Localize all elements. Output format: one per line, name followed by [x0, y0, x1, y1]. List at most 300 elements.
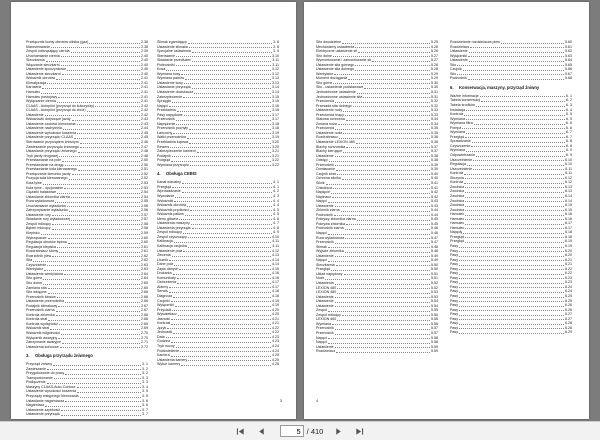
- toc-leader-dots: [53, 365, 141, 366]
- toc-leader-dots: [466, 119, 565, 120]
- toc-leader-dots: [169, 106, 271, 107]
- toc-leader-dots: [48, 320, 140, 321]
- toc-entry-page: 4.11: [272, 243, 279, 248]
- toc-leader-dots: [343, 133, 430, 134]
- toc-entry-page: 5.42: [431, 190, 438, 195]
- section-number: 4.: [157, 171, 161, 177]
- toc-entry-title: Ustawienie: [316, 253, 334, 258]
- toc-leader-dots: [335, 284, 430, 285]
- toc-entry-page: 5.31: [431, 90, 438, 95]
- toc-column-2: [157, 40, 279, 367]
- toc-entry-page: 6.12: [565, 175, 572, 180]
- toc-entry-page: 5.34: [431, 121, 438, 126]
- page-indicator: [277, 425, 324, 437]
- toc-entry-title: Zespół odtrząsający ciernia: [26, 49, 70, 54]
- toc-entry-page: 2.42: [141, 112, 148, 117]
- toc-entry-page: 2.59: [141, 230, 148, 235]
- previous-page-button[interactable]: [256, 425, 268, 437]
- toc-entry-page: 6.13: [565, 189, 572, 194]
- toc-leader-dots: [465, 228, 564, 229]
- toc-entry-title: Pompa: [450, 125, 462, 130]
- toc-leader-dots: [47, 383, 141, 384]
- toc-entry-title: Rozdzielacz: [450, 44, 470, 49]
- toc-leader-dots: [470, 47, 564, 48]
- toc-entry-page: 5.44: [431, 212, 438, 217]
- toc-entry-page: 5.39: [431, 167, 438, 172]
- toc-entry-title: Zwolnica: [450, 198, 465, 203]
- toc-entry-page: 3.22: [272, 158, 279, 163]
- toc-entry-title: Kontrola strat: [26, 317, 48, 322]
- last-page-button[interactable]: [353, 425, 365, 437]
- toc-leader-dots: [469, 52, 564, 53]
- toc-leader-dots: [328, 261, 430, 262]
- toc-entry-title: Koła tylne - opcjonalnie: [26, 185, 64, 190]
- toc-section-heading[interactable]: [157, 171, 279, 177]
- toc-leader-dots: [466, 151, 565, 152]
- toc-entry-page: 3.13: [272, 80, 279, 85]
- toc-entry-title: Ustawienie: [316, 299, 334, 304]
- toc-entry-page: 3.16: [272, 108, 279, 113]
- toc-leader-dots: [183, 233, 272, 234]
- toc-entry-page: 5.42: [431, 194, 438, 199]
- toc-entry[interactable]: [450, 76, 572, 81]
- toc-entry[interactable]: [316, 349, 438, 354]
- toc-entry-page: 2.71: [141, 340, 148, 345]
- toc-leader-dots: [474, 124, 565, 125]
- toc-entry-page: 5.29: [431, 76, 438, 81]
- toc-entry-title: Zwolnica: [450, 193, 465, 198]
- toc-entry-title: Kontrola: [450, 112, 464, 117]
- toc-leader-dots: [58, 97, 140, 98]
- toc-entry-page: 4. 1: [273, 184, 279, 189]
- toc-entry-page: 2.47: [141, 144, 148, 149]
- toc-entry-page: 4.19: [272, 303, 279, 308]
- toc-entry[interactable]: [157, 362, 279, 367]
- toc-leader-dots: [169, 260, 271, 261]
- toc-entry-page: 4.25: [272, 357, 279, 362]
- toc-entry-title: Licznik: [157, 257, 168, 262]
- toc-entry-page: 6.17: [565, 225, 572, 230]
- toc-entry-title: Specjalne ustawienia: [157, 49, 191, 54]
- toc-leader-dots: [459, 310, 564, 311]
- toc-leader-dots: [174, 265, 271, 266]
- toc-entry-title: Elektryczne ustawienie sit: [316, 49, 358, 54]
- toc-entry-title: Ustawienie rury: [26, 212, 51, 217]
- toc-entry-title: Ustawienie przyrządu: [26, 412, 61, 417]
- toc-entry-page: 2.60: [141, 240, 148, 245]
- toc-entry-page: 3. 8: [273, 40, 279, 44]
- toc-leader-dots: [459, 256, 564, 257]
- toc-entry-title: Stalowa ochronna: [316, 117, 345, 122]
- toc-entry-title: Włączanie sieczkarni: [26, 62, 60, 67]
- toc-leader-dots: [188, 237, 271, 238]
- toc-leader-dots: [171, 342, 271, 343]
- toc-leader-dots: [332, 197, 430, 198]
- toc-entry-page: 5.32: [431, 103, 438, 108]
- toc-leader-dots: [41, 93, 140, 94]
- toc-entry-title: Kontrast: [157, 321, 171, 326]
- toc-entry-page: 6.16: [565, 216, 572, 221]
- toc-leader-dots: [188, 247, 272, 248]
- toc-leader-dots: [338, 124, 430, 125]
- toc-entry-title: Wentylator: [316, 71, 334, 76]
- toc-leader-dots: [465, 192, 564, 193]
- toc-entry-page: 4.13: [272, 253, 279, 258]
- toc-leader-dots: [62, 343, 140, 344]
- toc-entry-page: 3. 2: [142, 366, 148, 371]
- toc-entry-title: Zawieszanie przyrządu żniwnego: [26, 144, 79, 149]
- toc-leader-dots: [52, 224, 140, 225]
- toc-entry-page: 6. 8: [566, 143, 572, 148]
- toc-entry-title: Pasy: [450, 330, 458, 335]
- toc-entry-page: 3.21: [272, 153, 279, 158]
- toc-entry-page: 4.18: [272, 289, 279, 294]
- toc-entry-title: Menu główne: [157, 216, 179, 221]
- toc-column-1: [26, 40, 148, 417]
- toc-leader-dots: [61, 415, 141, 416]
- toc-entry-page: 6.23: [565, 275, 572, 280]
- toc-entry-title: Hamulec: [450, 212, 465, 217]
- toc-leader-dots: [181, 365, 271, 366]
- toc-entry-title: Rozdzielacz: [316, 349, 336, 354]
- toc-entry-page: 2.52: [141, 171, 148, 176]
- toc-leader-dots: [465, 215, 564, 216]
- toc-entry-title: Wyłącznik awaryjny: [26, 335, 58, 340]
- toc-leader-dots: [463, 233, 564, 234]
- toc-leader-dots: [41, 234, 140, 235]
- toc-leader-dots: [176, 65, 272, 66]
- toc-entry-title: Hamulec: [450, 216, 465, 221]
- toc-entry-title: Wentylator: [26, 267, 44, 272]
- toc-entry-page: 2.66: [141, 299, 148, 304]
- toc-entry-title: Ustawienie: [450, 49, 468, 54]
- toc-leader-dots: [173, 333, 271, 334]
- toc-column-2: [450, 40, 572, 335]
- toc-leader-dots: [95, 106, 140, 107]
- toc-entry-page: 5.46: [431, 226, 438, 231]
- toc-entry-page: 6. 7: [566, 130, 572, 135]
- toc-entry-page: 5.28: [431, 62, 438, 67]
- toc-entry[interactable]: [26, 412, 148, 417]
- toc-leader-dots: [189, 129, 271, 130]
- toc-leader-dots: [468, 79, 564, 80]
- toc-entry-title: Pasy: [450, 316, 458, 321]
- toc-entry-page: 6.21: [565, 262, 572, 267]
- toc-leader-dots: [171, 324, 271, 325]
- toc-leader-dots: [473, 169, 564, 170]
- toc-entry-title: Zwolnica: [450, 207, 465, 212]
- toc-entry-page: 4.21: [272, 316, 279, 321]
- toc-entry-title: Pasy: [450, 289, 458, 294]
- toc-entry-title: Wskaźnik prędkości: [157, 207, 189, 212]
- toc-entry-page: 5.59: [431, 344, 438, 349]
- toc-entry-page: 5.50: [431, 262, 438, 267]
- toc-leader-dots: [171, 161, 271, 162]
- toc-entry-title: Domłacanie: [316, 167, 335, 172]
- toc-leader-dots: [179, 219, 272, 220]
- toc-entry-page: 2.57: [141, 217, 148, 222]
- toc-leader-dots: [465, 224, 564, 225]
- toc-entry-page: 4. 5: [273, 207, 279, 212]
- toc-section-heading[interactable]: [450, 85, 572, 91]
- toc-leader-dots: [469, 61, 564, 62]
- toc-entry-title: Ustawienie przenośnika: [26, 299, 64, 304]
- toc-section-heading[interactable]: [26, 353, 148, 359]
- toc-leader-dots: [51, 47, 140, 48]
- toc-entry-page: 2.69: [141, 321, 148, 326]
- toc-leader-dots: [72, 174, 140, 175]
- toc-entry-page: 5.68: [565, 76, 572, 81]
- toc-leader-dots: [55, 202, 140, 203]
- toc-leader-dots: [190, 210, 272, 211]
- first-page-icon: [236, 427, 245, 436]
- toc-entry-title: LEXION 480: [316, 285, 337, 290]
- previous-page-icon: [257, 427, 266, 436]
- toc-entry-page: 2.68: [141, 312, 148, 317]
- toc-entry[interactable]: [157, 163, 279, 168]
- toc-entry-title: Ustawienie kosy: [157, 80, 183, 85]
- toc-entry-title: Czujnik strat: [316, 171, 336, 176]
- toc-leader-dots: [177, 111, 271, 112]
- toc-leader-dots: [56, 311, 140, 312]
- toc-entry-title: Podgląd: [157, 158, 171, 163]
- toc-entry-title: Regulacja: [450, 162, 466, 167]
- toc-entry-title: Godzina: [157, 339, 171, 344]
- toc-entry-title: Karoseria: [26, 85, 42, 90]
- toc-entry-title: Klimatyzacja: [26, 80, 47, 85]
- toc-entry-page: 6. 3: [566, 103, 572, 108]
- toc-entry-title: Przeciwnóż: [316, 99, 335, 104]
- toc-leader-dots: [182, 192, 272, 193]
- toc-entry-page: 5.34: [431, 117, 438, 122]
- toc-entry-page: 4.18: [272, 293, 279, 298]
- toc-entry-page: 6.20: [565, 253, 572, 258]
- toc-entry-title: Kamera: [157, 353, 170, 358]
- toc-entry-page: 4. 9: [273, 230, 279, 235]
- toc-entry-title: Przeciwnóż tnący: [316, 112, 344, 117]
- toc-leader-dots: [343, 111, 430, 112]
- toc-entry-title: Ustawienie sieczkarni: [26, 71, 61, 76]
- toc-entry-page: 6.22: [565, 266, 572, 271]
- toc-leader-dots: [465, 187, 564, 188]
- next-page-icon: [334, 427, 343, 436]
- toc-entry-page: 5.35: [431, 130, 438, 135]
- toc-leader-dots: [173, 133, 271, 134]
- toc-entry-title: Ustawianie zbiornika ziarna: [26, 194, 70, 199]
- toc-leader-dots: [364, 88, 430, 89]
- toc-leader-dots: [178, 315, 271, 316]
- first-page-button[interactable]: [235, 425, 247, 437]
- toc-entry-page: 3. 8: [273, 44, 279, 49]
- next-page-button[interactable]: [332, 425, 344, 437]
- toc-entry-title: Koła tylne: [26, 180, 42, 185]
- toc-entry-title: Tabela środków: [450, 103, 475, 108]
- toc-entry-page: 4. 8: [273, 225, 279, 230]
- toc-entry-page: 6.27: [565, 316, 572, 321]
- toc-entry-page: 4.16: [272, 275, 279, 280]
- toc-entry-title: Zabezpieczenie kamieni: [157, 149, 196, 154]
- toc-leader-dots: [337, 174, 430, 175]
- toc-leader-dots: [71, 220, 140, 221]
- toc-leader-dots: [353, 106, 430, 107]
- toc-entry-title: Ustawienie szybkości: [26, 407, 61, 412]
- toc-leader-dots: [52, 229, 140, 230]
- toc-entry-page: 6.17: [565, 221, 572, 226]
- toc-entry-title: Kontrola zbiornika: [26, 312, 55, 317]
- toc-entry-page: 5.33: [431, 108, 438, 113]
- toc-entry-page: 6.15: [565, 203, 572, 208]
- toc-leader-dots: [197, 152, 271, 153]
- toc-leader-dots: [463, 70, 564, 71]
- toc-entry-title: Jednostronne ustawienie: [316, 90, 356, 95]
- toc-leader-dots: [184, 83, 271, 84]
- toc-leader-dots: [77, 124, 140, 125]
- toc-entry-page: 4.10: [272, 234, 279, 239]
- toc-leader-dots: [476, 106, 565, 107]
- toc-entry-page: 3. 3: [142, 375, 148, 380]
- page-navigation-toolbar: [0, 421, 600, 440]
- toc-entry-title: Uruchamianie ciernia: [26, 53, 60, 58]
- toc-entry-title: Ustawienie spoczynkowe: [26, 67, 67, 72]
- toc-entry-page: 5.53: [431, 294, 438, 299]
- toc-entry-title: Kontrola: [450, 180, 464, 185]
- toc-entry-page: 2.56: [141, 208, 148, 213]
- toc-leader-dots: [43, 279, 140, 280]
- toc-entry-page: 3.19: [272, 135, 279, 140]
- current-page-input[interactable]: [280, 425, 304, 437]
- toc-entry-title: Wskaźnik paliwa: [157, 212, 184, 217]
- toc-entry-title: Odstęp: [316, 158, 328, 163]
- toc-leader-dots: [59, 324, 140, 325]
- toc-entry-title: Przegląd: [450, 239, 465, 244]
- toc-leader-dots: [62, 74, 140, 75]
- toc-entry-page: 2.43: [141, 117, 148, 122]
- toc-entry-title: Czujniki: [157, 298, 170, 303]
- toc-entry-page: 6.14: [565, 198, 572, 203]
- toc-leader-dots: [457, 65, 564, 66]
- toc-entry-page: 5.57: [431, 331, 438, 335]
- toc-leader-dots: [176, 56, 271, 57]
- toc-entry-title: Ustawienie pola: [157, 248, 183, 253]
- toc-leader-dots: [65, 165, 140, 166]
- toc-leader-dots: [175, 306, 271, 307]
- toc-leader-dots: [67, 206, 140, 207]
- toc-entry[interactable]: [26, 345, 148, 350]
- toc-columns: [304, 2, 589, 419]
- toc-entry-page: 3. 3: [142, 380, 148, 385]
- toc-leader-dots: [345, 229, 430, 230]
- toc-entry-page: 5.46: [431, 230, 438, 235]
- toc-entry-title: Alarmy: [157, 284, 169, 289]
- toc-leader-dots: [465, 206, 564, 207]
- toc-leader-dots: [77, 133, 140, 134]
- toc-entry-page: 2.39: [141, 49, 148, 54]
- toc-leader-dots: [355, 70, 430, 71]
- toc-entry-page: 2.64: [141, 271, 148, 276]
- toc-entry-title: Tryb jazdy drogowej: [26, 153, 59, 158]
- toc-leader-dots: [189, 143, 271, 144]
- toc-entry-page: 2.68: [141, 317, 148, 322]
- toc-entry-page: 2.48: [141, 153, 148, 158]
- toc-entry-title: Sprawdzanie: [450, 139, 471, 144]
- toc-leader-dots: [58, 338, 140, 339]
- toc-leader-dots: [194, 93, 271, 94]
- toc-leader-dots: [174, 242, 271, 243]
- toc-entry-title: Transportowanie: [26, 375, 53, 380]
- toc-leader-dots: [183, 251, 271, 252]
- toc-entry[interactable]: [450, 330, 572, 335]
- toc-leader-dots: [466, 133, 565, 134]
- toc-leader-dots: [182, 183, 272, 184]
- toc-leader-dots: [171, 356, 271, 357]
- toc-entry-title: Ustawienie: [26, 112, 44, 117]
- toc-leader-dots: [335, 329, 430, 330]
- toc-leader-dots: [501, 43, 564, 44]
- toc-entry-title: Pasy: [450, 284, 458, 289]
- toc-leader-dots: [337, 288, 430, 289]
- toc-leader-dots: [61, 65, 140, 66]
- toc-leader-dots: [459, 292, 564, 293]
- toc-entry-title: Podnośnik: [316, 212, 333, 217]
- toc-leader-dots: [335, 306, 430, 307]
- toc-leader-dots: [481, 101, 565, 102]
- toc-entry-title: Rura wyładowcza: [316, 235, 345, 240]
- toc-entry-page: 4. 5: [273, 212, 279, 217]
- toc-entry-page: 4.22: [272, 325, 279, 330]
- toc-leader-dots: [328, 202, 430, 203]
- toc-entry-page: 2.54: [141, 194, 148, 199]
- toc-entry-title: Ustawienia końcowe: [26, 344, 59, 349]
- toc-entry-page: 5.67: [565, 71, 572, 76]
- toc-leader-dots: [459, 306, 564, 307]
- toc-entry-title: Podświetlenie: [157, 348, 180, 353]
- toc-entry-title: Napęd: [316, 340, 327, 345]
- toc-leader-dots: [63, 129, 140, 130]
- toc-entry-title: Sito górne: [26, 276, 43, 281]
- toc-entry-title: Dane pola: [157, 262, 174, 267]
- toc-entry-page: 3. 7: [142, 412, 148, 417]
- toc-entry-page: 2.56: [141, 203, 148, 208]
- toc-leader-dots: [346, 147, 430, 148]
- toc-entry-page: 6.10: [565, 157, 572, 162]
- toc-leader-dots: [174, 201, 272, 202]
- toc-entry-page: 3.20: [272, 144, 279, 149]
- toc-entry-page: 3.20: [272, 140, 279, 145]
- toc-entry-title: Składanie przedłużeń: [157, 58, 192, 63]
- toc-entry-page: 4.16: [272, 271, 279, 276]
- toc-leader-dots: [184, 115, 271, 116]
- toc-entry-page: 5.55: [431, 308, 438, 313]
- toc-entry-page: 2.40: [141, 62, 148, 67]
- toc-leader-dots: [336, 170, 430, 171]
- toc-leader-dots: [167, 328, 271, 329]
- toc-leader-dots: [335, 102, 430, 103]
- toc-entry-page: 3. 4: [142, 384, 148, 389]
- toc-leader-dots: [50, 329, 140, 330]
- toc-leader-dots: [459, 269, 564, 270]
- toc-leader-dots: [328, 247, 430, 248]
- toc-entry-page: 6. 5: [566, 112, 572, 117]
- toc-entry-page: 2.65: [141, 280, 148, 285]
- toc-leader-dots: [356, 143, 430, 144]
- toc-leader-dots: [185, 215, 272, 216]
- toc-entry-page: 5.66: [565, 67, 572, 72]
- toc-leader-dots: [355, 47, 430, 48]
- toc-entry-page: 5.38: [431, 158, 438, 163]
- toc-entry-title: Rozdrabniacz słomy: [26, 249, 59, 254]
- toc-entry-title: Sito dolne: [26, 280, 42, 285]
- toc-leader-dots: [464, 174, 564, 175]
